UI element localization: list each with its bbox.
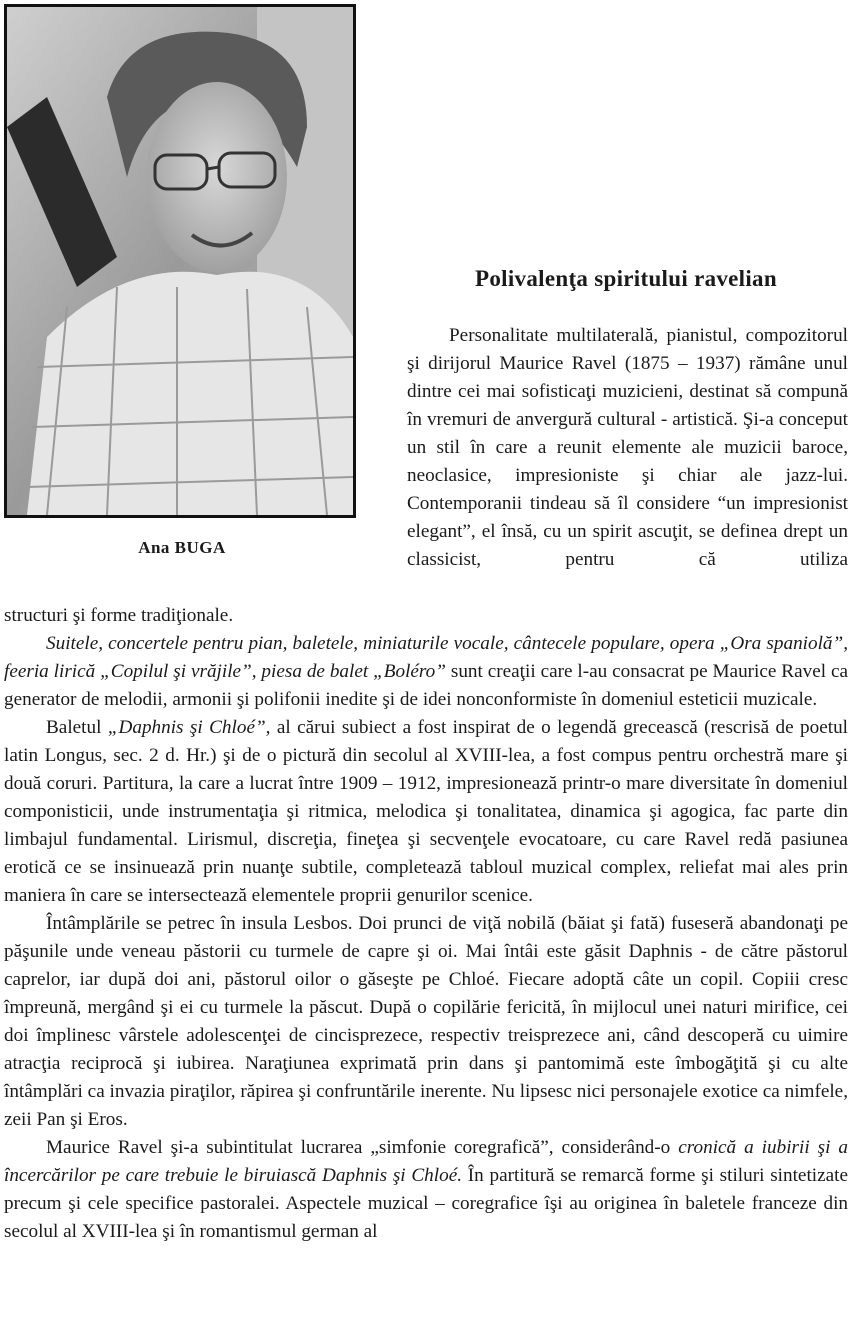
author-photo	[4, 4, 356, 518]
article-body	[4, 602, 848, 1246]
paragraph-works	[4, 630, 848, 714]
right-column-text	[407, 322, 848, 574]
works-description: sunt creaţii care l-au consacrat pe Maurice Ravel ca generator de melodii, armonii şi polifonii inedite şi de idei nonconformiste în domeniul esteticii muzicale.	[4, 661, 848, 710]
symphony-italic: cronică a iubirii şi a încercărilor pe care trebuie le biruiască Daphnis şi Chloé.	[4, 1137, 848, 1186]
paragraph-intro: Personalitate multilaterală, pianistul, compozitorul şi dirijorul Maurice Ravel (1875 – 1937) rămâne unul dintre cei mai sofisticaţi muzicieni, destinat să compună în vremuri de anvergură cultural - artistică. Şi-a conceput un stil în care a reunit elemente ale muzicii baroce, neoclasice, impresioniste şi chiar ale jazz-lui. Contemporanii tindeau să îl considere “un impresionist elegant”, el însă, cu un spirit ascuţit, se definea drept un classicist, pentru că utiliza	[407, 325, 848, 570]
portrait-image	[7, 7, 353, 515]
daphnis-lead: Baletul	[46, 717, 108, 738]
daphnis-title-italic: „Daphnis şi Chloé”	[107, 717, 266, 738]
daphnis-description: , al cărui subiect a fost inspirat de o legendă grecească (rescrisă de poetul latin Longus, sec. 2 d. Hr.) şi de o pictură din secolul al XVIII-lea, a fost compus pentru orchestră mare şi două coruri. Partitura, la care a lucrat între 1909 – 1912, impresionează printr-o mare diversitate în domeniul componisticii, unde instrumentaţia şi ritmica, melodica şi tonalitatea, dinamica şi agogica, fac parte din limbajul fundamental. Lirismul, discreţia, fineţea şi secvenţele evocatoare, cu care Ravel redă pasiunea erotică ce se insinuează prin nuanţe subtile, completează tabloul muzical complex, reliefat mai ales prin maniera în care se intersectează elementele proprii genurilor scenice.	[4, 717, 849, 906]
symphony-lead: Maurice Ravel şi-a subintitulat lucrarea „simfonie coregrafică”, considerând-o	[46, 1137, 679, 1158]
paragraph-symphony	[4, 1134, 848, 1246]
works-list-italic: Suitele, concertele pentru pian, baletele, miniaturile vocale, cântecele populare, opera „Ora spaniolă”, feeria lirică „Copilul şi vrăjile”, piesa de balet „Boléro”	[4, 633, 848, 682]
paragraph-daphnis	[4, 714, 848, 910]
photo-caption: Ana BUGA	[138, 538, 226, 557]
paragraph-story: Întâmplările se petrec în insula Lesbos. Doi prunci de viţă nobilă (băiat şi fată) fuseseră abandonaţi pe păşunile unde veneau păstorii cu turmele de capre şi oi. Mai întâi este găsit Daphnis - de către păstorul caprelor, iar după doi ani, păstorul oilor o găseşte pe Chloé. Fiecare adoptă câte un copil. Copiii cresc împreună, mergând şi ei cu turmele la păscut. După o copilărie fericită, în mijlocul unei naturi mirifice, cei doi împlinesc vârstele adolescenţei de cincisprezece, respectiv treisprezece ani, când descoperă cu uimire atracţia reciprocă şi iubirea. Naraţiunea exprimată prin dans şi pantomimă este îmbogăţită şi cu alte întâmplări ca invazia piraţilor, răpirea şi confruntările inerente. Nu lipsesc nici personajele exotice ca nimfele, zeii Pan şi Eros.	[4, 913, 848, 1130]
paragraph-intro-tail: structuri şi forme tradiţionale.	[4, 605, 234, 626]
article-title: Polivalenţa spiritului ravelian	[475, 266, 777, 291]
symphony-rest: În partitură se remarcă forme şi stiluri sintetizate precum şi cele specifice pastoralei. Aspectele muzical – coregrafice îşi au originea în baletele franceze din secolul al XVIII-lea şi în romantismul german al	[4, 1165, 848, 1242]
